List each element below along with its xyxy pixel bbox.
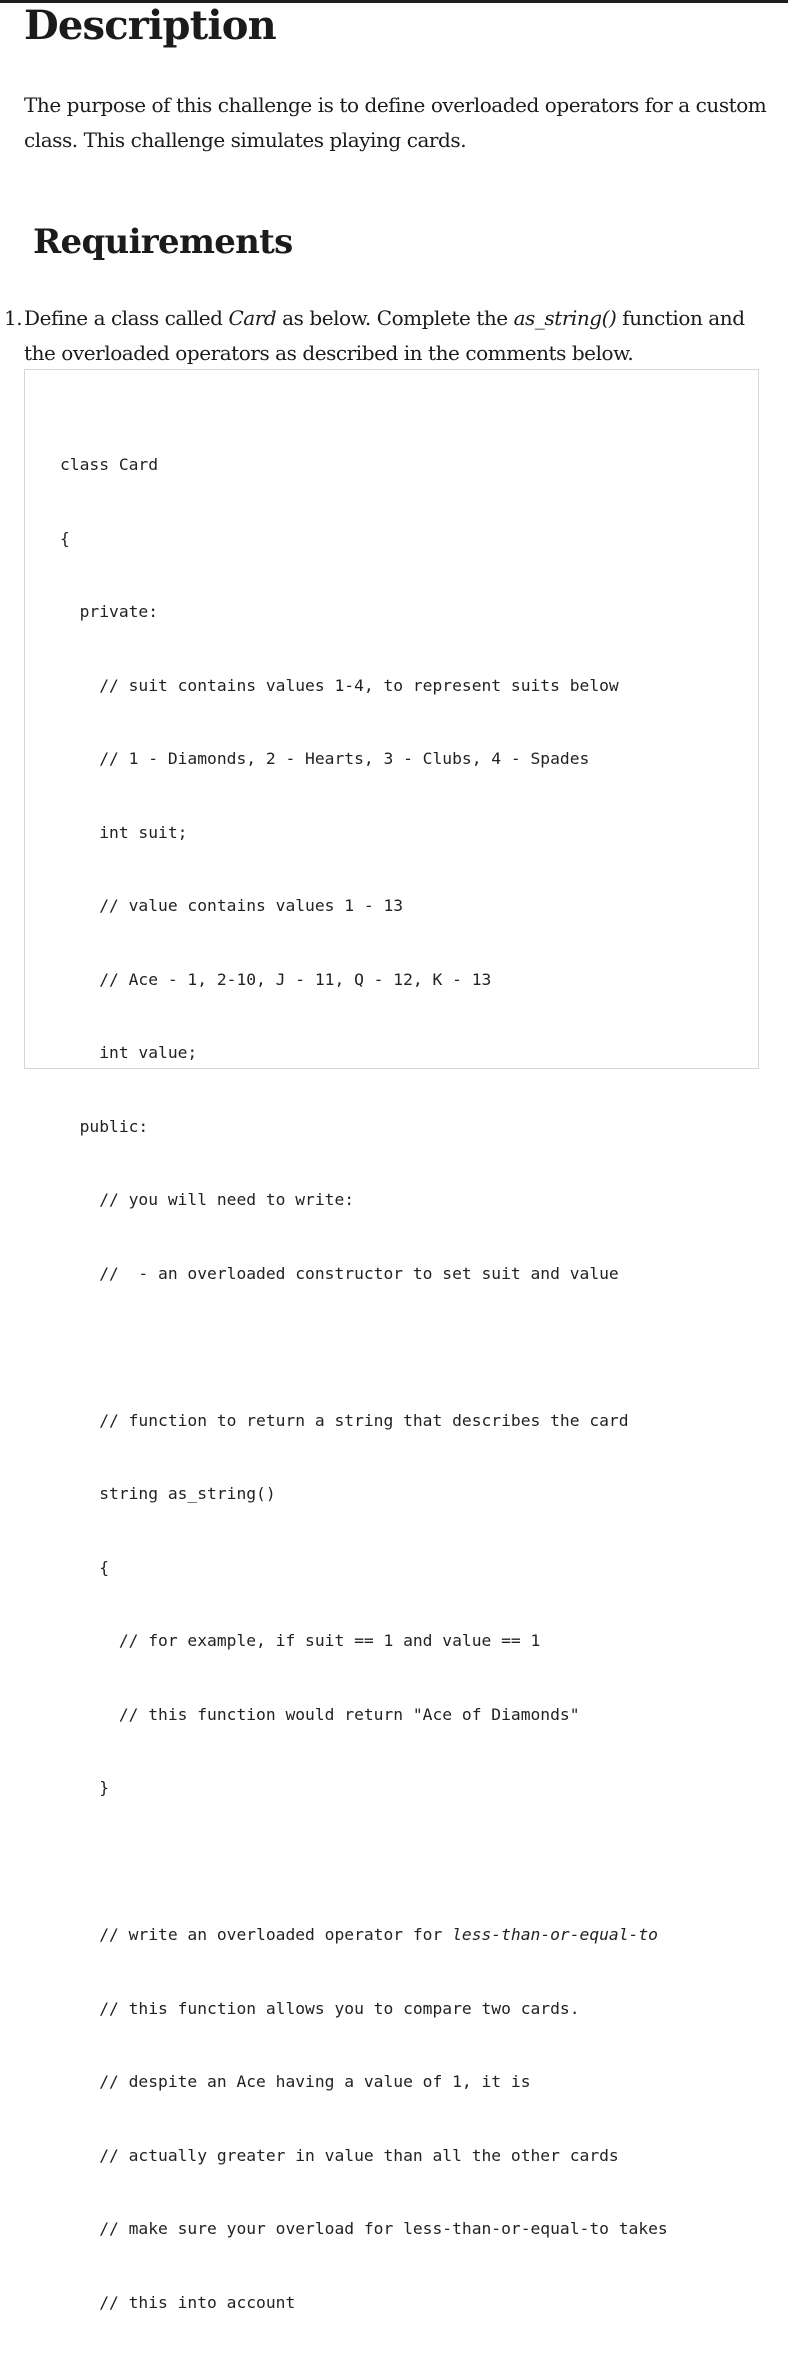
- code-line: int suit;: [60, 822, 188, 842]
- code-line: // Ace - 1, 2-10, J - 11, Q - 12, K - 13: [60, 969, 492, 989]
- code-line: // this into account: [60, 2292, 296, 2312]
- list-item-number: 1.: [4, 306, 23, 330]
- code-line: [60, 1850, 668, 1875]
- code-lines: [60, 404, 668, 2364]
- code-line: // 1 - Diamonds, 2 - Hearts, 3 - Clubs, 4 - Spades: [60, 749, 590, 768]
- function-name-emphasis: as_string(): [513, 306, 617, 330]
- code-line: [60, 1335, 668, 1360]
- code-line: // this function would return "Ace of Diamonds": [60, 1704, 580, 1724]
- code-line: // make sure your overload for less-than-or-equal-to takes: [60, 2219, 668, 2238]
- code-line: // actually greater in value than all the other cards: [60, 2145, 619, 2165]
- code-line: // you will need to write:: [60, 1190, 355, 1209]
- code-text: // write an overloaded operator for: [60, 1925, 453, 1944]
- code-line: {: [60, 528, 70, 548]
- operator-emphasis: less-than-or-equal-to: [452, 1925, 658, 1944]
- description-heading: Description: [24, 2, 276, 49]
- code-line: class Card: [60, 455, 159, 474]
- requirement-text-part: function and the overloaded operators as described in the comments below.: [24, 306, 745, 365]
- code-line: string as_string(): [60, 1484, 276, 1503]
- requirement-text-part: Define a class called: [24, 306, 229, 330]
- requirement-item-1: [24, 301, 774, 371]
- code-line: // suit contains values 1-4, to represent suits below: [60, 675, 619, 695]
- code-line: int value;: [60, 1043, 198, 1062]
- code-line: // - an overloaded constructor to set suit and value: [60, 1263, 619, 1283]
- code-line: {: [60, 1557, 110, 1577]
- description-text: The purpose of this challenge is to define overloaded operators for a custom class. This challenge simulates playing cards.: [24, 93, 767, 152]
- code-line: // this function allows you to compare two cards.: [60, 1998, 580, 2018]
- code-line-with-emphasis: [60, 1923, 668, 1948]
- code-line: // value contains values 1 - 13: [60, 896, 404, 915]
- requirements-heading: Requirements: [33, 222, 293, 262]
- code-block: [24, 369, 759, 2312]
- class-name-emphasis: Card: [228, 306, 277, 330]
- code-line: public:: [60, 1116, 149, 1136]
- requirement-text-part: as below. Complete the: [276, 306, 514, 330]
- code-line: }: [60, 1778, 110, 1797]
- code-line: // function to return a string that describes the card: [60, 1410, 629, 1430]
- code-line: // despite an Ace having a value of 1, it is: [60, 2072, 531, 2091]
- code-line: // for example, if suit == 1 and value == 1: [60, 1631, 541, 1650]
- code-line: private:: [60, 602, 159, 621]
